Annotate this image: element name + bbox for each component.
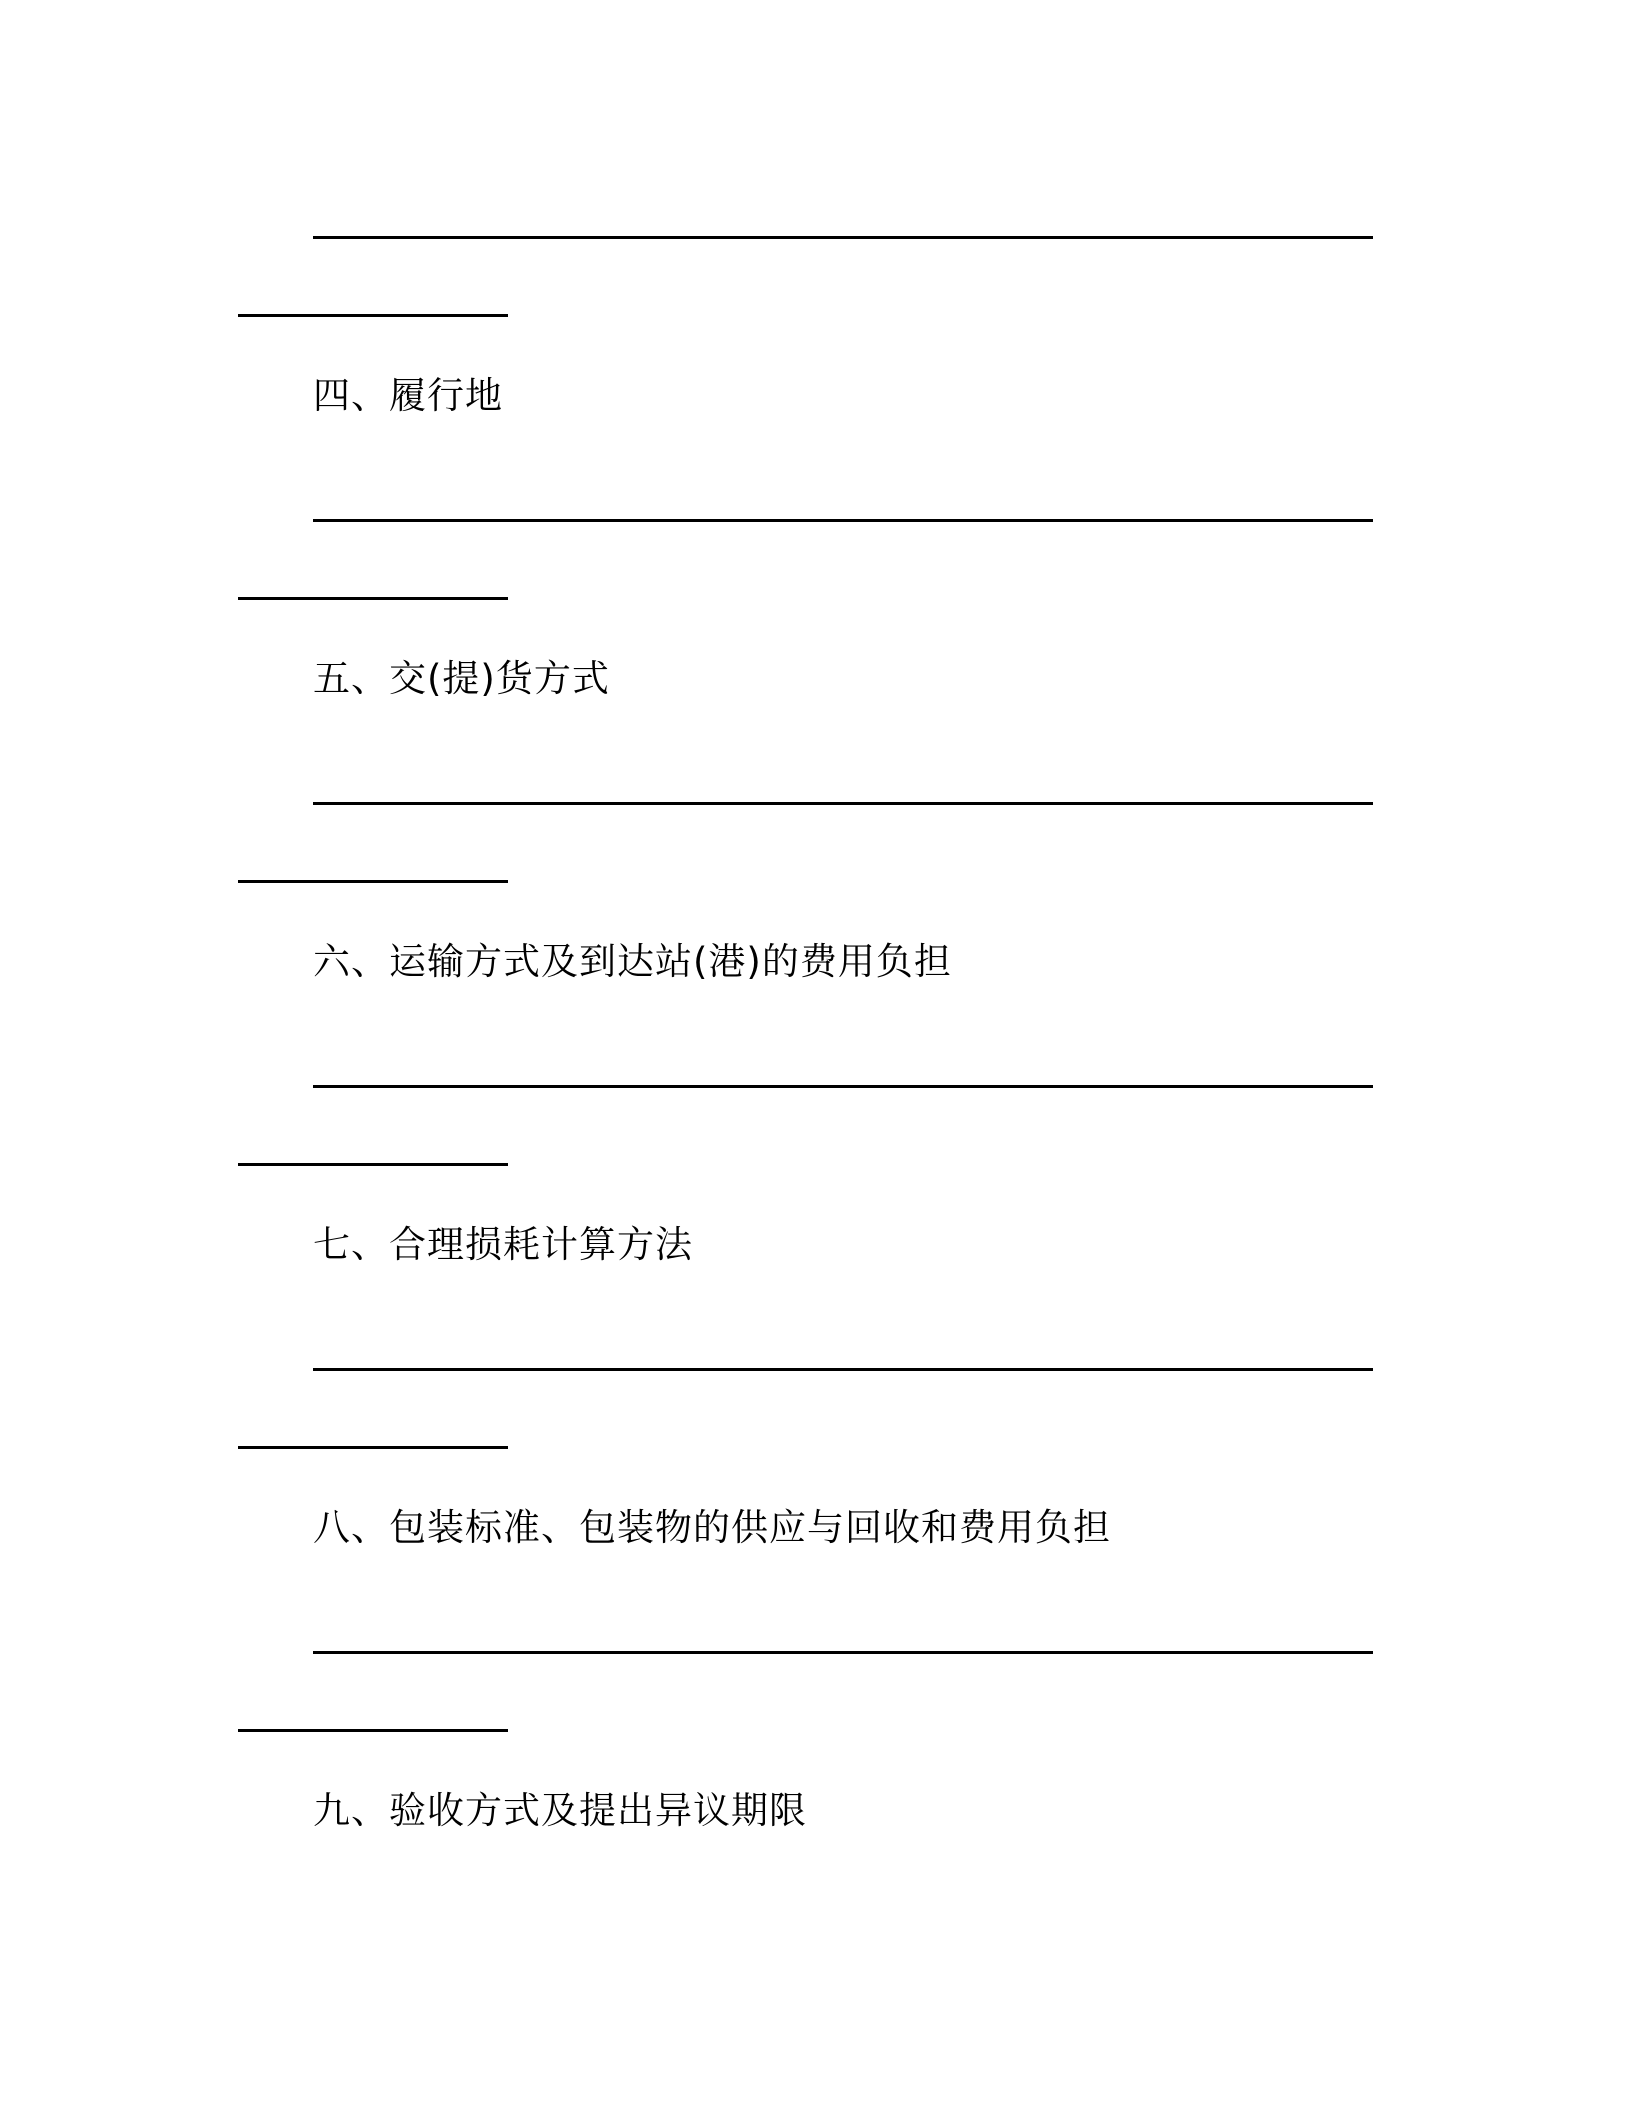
section-heading: 六、运输方式及到达站(港)的费用负担 [313, 940, 952, 983]
fill-in-line-continuation [238, 597, 508, 600]
fill-in-line [313, 236, 1373, 239]
fill-in-line-continuation [238, 1729, 508, 1732]
fill-in-line [313, 1368, 1373, 1371]
section-heading: 七、合理损耗计算方法 [313, 1223, 693, 1266]
fill-in-line [313, 519, 1373, 522]
section-heading: 四、履行地 [313, 374, 503, 417]
fill-in-line-continuation [238, 880, 508, 883]
fill-in-line [313, 802, 1373, 805]
fill-in-line [313, 1651, 1373, 1654]
fill-in-line-continuation [238, 314, 508, 317]
fill-in-line-continuation [238, 1163, 508, 1166]
section-heading: 八、包装标准、包装物的供应与回收和费用负担 [313, 1506, 1111, 1549]
fill-in-line [313, 1085, 1373, 1088]
fill-in-line-continuation [238, 1446, 508, 1449]
section-heading: 五、交(提)货方式 [313, 657, 610, 700]
section-heading: 九、验收方式及提出异议期限 [313, 1789, 807, 1832]
